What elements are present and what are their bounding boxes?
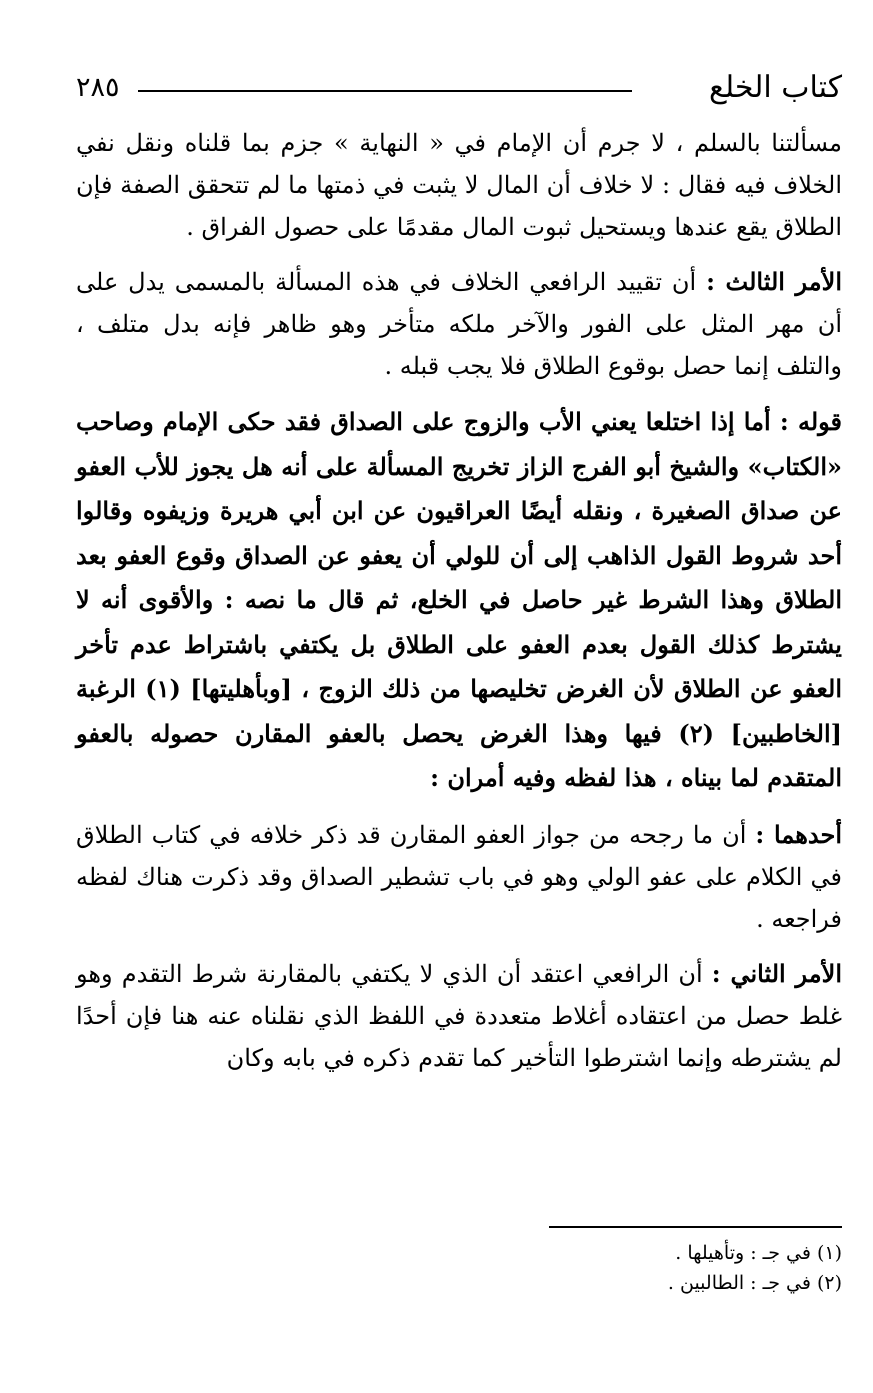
paragraph-label: أحدهما : [755, 819, 842, 849]
page-header [76, 68, 842, 108]
paragraph-label: الأمر الثالث : [706, 267, 843, 296]
header-rule [138, 90, 632, 92]
footnote-2: (٢) في جـ : الطالبين . [667, 1272, 842, 1294]
footnote-rule [549, 1226, 842, 1228]
paragraph-text: أن تقييد الرافعي الخلاف في هذه المسألة بالمسمى يدل على أن مهر المثل على الفور والآخر ملكه متأخر وهو ظاهر فإنه بدل متلف ، والتلف إنما حصل بوقوع الطلاق فلا يجب قبله . [76, 268, 842, 380]
paragraph-text: مسألتنا بالسلم ، لا جرم أن الإمام في « النهاية » جزم بما قلناه ونقل نفي الخلاف فيه فقال : لا خلاف أن المال لا يثبت في ذمتها ما لم تتحقق الصفة فإن الطلاق يقع عندها ويستحيل ثبوت المال مقدمًا على حصول الفراق . [76, 129, 842, 241]
paragraph-label: الأمر الثاني : [711, 958, 842, 988]
paragraph-text: أن الرافعي اعتقد أن الذي لا يكتفي بالمقارنة شرط التقدم وهو غلط حصل من اعتقاده أغلاط متعددة في اللفظ الذي نقلناه عنه هنا فإن أحدًا لم يشترطه وإنما اشترطوا التأخير كما تقدم ذكره في بابه وكان [76, 959, 842, 1072]
paragraph-text: أن ما رجحه من جواز العفو المقارن قد ذكر خلافه في كتاب الطلاق في الكلام على عفو الولي وهو في باب تشطير الصداق وقد ذكرت هناك لفظه فراجعه . [76, 820, 842, 933]
running-title: كتاب الخلع [709, 70, 842, 105]
paragraph-text: قوله : أما إذا اختلعا يعني الأب والزوج على الصداق فقد حكى الإمام وصاحب «الكتاب» والشيخ أبو الفرج الزاز تخريج المسألة على أنه هل يجوز للأب العفو عن صداق الصغيرة ، ونقله أيضًا العراقيون عن ابن أبي هريرة وزيفوه وقالوا أحد شروط القول الذاهب إلى أن للولي أن يعفو عن الصداق وقوع العفو بعد الطلاق وهذا الشرط غير حاصل في الخلع، ثم قال ما نصه : والأقوى أنه لا يشترط كذلك القول بعدم العفو على الطلاق بل يكتفي باشتراط عدم تأخر العفو عن الطلاق لأن الغرض تخليصها من ذلك الزوج ، [وبأهليتها] (١) الرغبة [الخاطبين] (٢) فيها وهذا الغرض يحصل بالعفو المقارن حصوله بالعفو المتقدم لما بيناه ، هذا لفظه وفيه أمران : [76, 407, 843, 792]
paragraph-4 [76, 814, 842, 940]
footnotes [342, 1238, 842, 1298]
page-number: ٢٨٥ [76, 72, 120, 103]
paragraph-2 [76, 261, 842, 387]
paragraph-5 [76, 953, 842, 1079]
page-body [76, 122, 842, 1079]
paragraph-3-quote [76, 400, 842, 801]
footnote-1: (١) في جـ : وتأهيلها . [675, 1242, 842, 1264]
paragraph-1 [76, 122, 842, 248]
